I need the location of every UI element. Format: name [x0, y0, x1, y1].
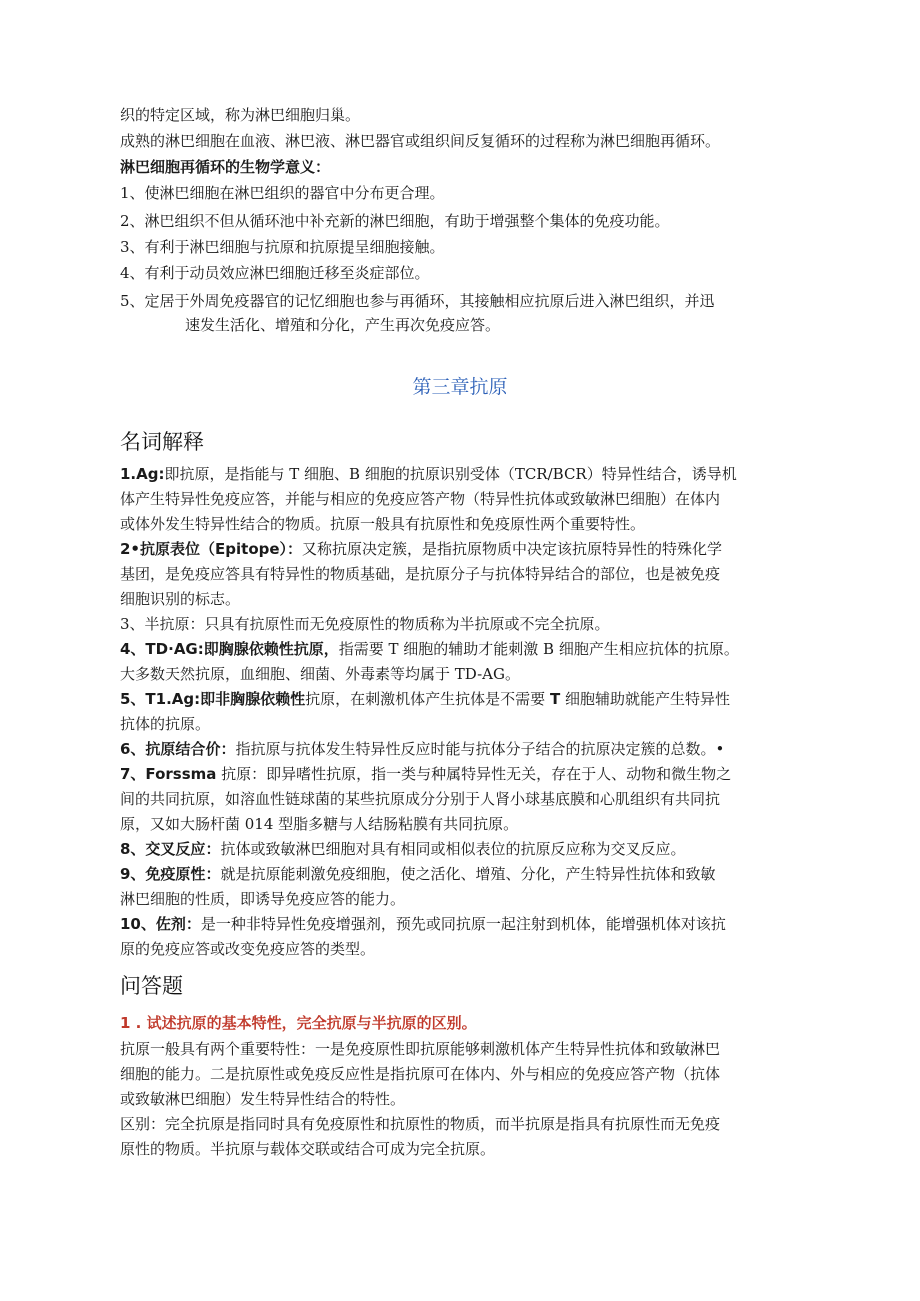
term-5-label: 5、T1.Ag:即非胸腺依赖性	[120, 690, 306, 708]
term-6-label: 6、抗原结合价：	[120, 740, 236, 758]
answer-1-line-1: 抗原一般具有两个重要特性：一是免疫原性即抗原能够刺激机体产生特异性抗体和致敏淋巴	[120, 1040, 721, 1058]
answer-1-line-3: 或致敏淋巴细胞）发生特异性结合的特性。	[120, 1090, 406, 1108]
term-3-line-1: 3、半抗原：只具有抗原性而无免疫原性的物质称为半抗原或不完全抗原。	[120, 615, 610, 633]
term-9-text: 就是抗原能刺激免疫细胞，使之活化、增殖、分化，产生特异性抗体和致敏	[220, 865, 716, 883]
term-5-bold-t: T	[549, 690, 561, 708]
answer-1-line-2: 细胞的能力。二是抗原性或免疫反应性是指抗原可在体内、外与相应的免疫应答产物（抗体	[120, 1065, 721, 1083]
chapter-title: 第三章抗原	[412, 376, 508, 398]
term-4-line-2: 大多数天然抗原，血细胞、细菌、外毒素等均属于 TD-AG。	[120, 665, 520, 683]
answer-1-line-4: 区别：完全抗原是指同时具有免疫原性和抗原性的物质，而半抗原是指具有抗原性而无免疫	[120, 1115, 721, 1133]
term-4-text: 指需要 T 细胞的辅助才能刺激 B 细胞产生相应抗体的抗原。	[338, 640, 739, 658]
question-1-title: 1 . 试述抗原的基本特性，完全抗原与半抗原的区别。	[120, 1014, 477, 1032]
term-1-line-3: 或体外发生特异性结合的物质。抗原一般具有抗原性和免疫原性两个重要特性。	[120, 515, 646, 533]
term-6-text: 指抗原与抗体发生特异性反应时能与抗体分子结合的抗原决定簇的总数。•	[235, 740, 725, 758]
intro-line-1: 织的特定区域，称为淋巴细胞归巢。	[120, 106, 361, 124]
section-title-questions: 问答题	[120, 974, 183, 998]
term-1-text: 即抗原，是指能与 T 细胞、B 细胞的抗原识别受体（TCR/BCR）特异性结合，诱导机	[164, 465, 737, 483]
term-8-text: 抗体或致敏淋巴细胞对具有相同或相似表位的抗原反应称为交叉反应。	[220, 840, 686, 858]
intro-line-2: 成熟的淋巴细胞在血液、淋巴液、淋巴器官或组织间反复循环的过程称为淋巴细胞再循环。	[120, 132, 721, 150]
term-10-line-2: 原的免疫应答或改变免疫应答的类型。	[120, 940, 376, 958]
term-2-text: 又称抗原决定簇，是指抗原物质中决定该抗原特异性的特殊化学	[302, 540, 723, 558]
term-4-label: 4、TD·AG:即胸腺依赖性抗原，	[120, 640, 339, 658]
recirculation-item-1: 1、使淋巴细胞在淋巴组织的器官中分布更合理。	[120, 184, 445, 202]
recirculation-item-5-cont: 速发生活化、增殖和分化，产生再次免疫应答。	[185, 316, 501, 334]
recirculation-heading: 淋巴细胞再循环的生物学意义：	[120, 158, 331, 176]
recirculation-item-3: 3、有利于淋巴细胞与抗原和抗原提呈细胞接触。	[120, 238, 445, 256]
term-10-line-1	[120, 912, 810, 936]
term-2-line-2: 基团，是免疫应答具有特异性的物质基础，是抗原分子与抗体特异结合的部位，也是被免疫	[120, 565, 721, 583]
term-5-line-1	[120, 687, 810, 711]
term-10-text: 是一种非特异性免疫增强剂，预先或同抗原一起注射到机体，能增强机体对该抗	[200, 915, 726, 933]
term-7-line-3: 原，又如大肠杆菌 014 型脂多糖与人结肠粘膜有共同抗原。	[120, 815, 519, 833]
term-8-line-1	[120, 837, 810, 861]
answer-1-line-5: 原性的物质。半抗原与载体交联或结合可成为完全抗原。	[120, 1140, 496, 1158]
recirculation-item-4: 4、有利于动员效应淋巴细胞迁移至炎症部位。	[120, 264, 430, 282]
term-5-text-b: 细胞辅助就能产生特异性	[560, 690, 730, 708]
term-2-label: 2•抗原表位（Epitope）：	[120, 540, 303, 558]
term-10-label: 10、佐剂：	[120, 915, 201, 933]
term-1-line-1	[120, 462, 810, 486]
term-9-label: 9、免疫原性：	[120, 865, 221, 883]
term-2-line-3: 细胞识别的标志。	[120, 590, 241, 608]
term-7-line-2: 间的共同抗原，如溶血性链球菌的某些抗原成分分别于人肾小球基底膜和心肌组织有共同抗	[120, 790, 721, 808]
term-9-line-2: 淋巴细胞的性质，即诱导免疫应答的能力。	[120, 890, 406, 908]
term-8-label: 8、交叉反应：	[120, 840, 221, 858]
term-7-label: 7、Forssma	[120, 765, 217, 783]
term-5-line-2: 抗体的抗原。	[120, 715, 211, 733]
term-2-line-1	[120, 537, 810, 561]
term-9-line-1	[120, 862, 810, 886]
term-4-line-1	[120, 637, 810, 661]
term-6-line-1	[120, 737, 810, 761]
term-7-text: 抗原：即异嗜性抗原，指一类与种属特异性无关，存在于人、动物和微生物之	[216, 765, 732, 783]
term-5-text-a: 抗原，在刺激机体产生抗体是不需要	[305, 690, 550, 708]
recirculation-item-5: 5、定居于外周免疫器官的记忆细胞也参与再循环，其接触相应抗原后进入淋巴组织，并迅	[120, 292, 715, 310]
term-1-line-2: 体产生特异性免疫应答，并能与相应的免疫应答产物（特异性抗体或致敏淋巴细胞）在体内	[120, 490, 721, 508]
term-1-label: 1.Ag:	[120, 465, 165, 483]
term-7-line-1	[120, 762, 810, 786]
recirculation-item-2: 2、淋巴组织不但从循环池中补充新的淋巴细胞，有助于增强整个集体的免疫功能。	[120, 212, 670, 230]
section-title-terms: 名词解释	[120, 430, 204, 454]
